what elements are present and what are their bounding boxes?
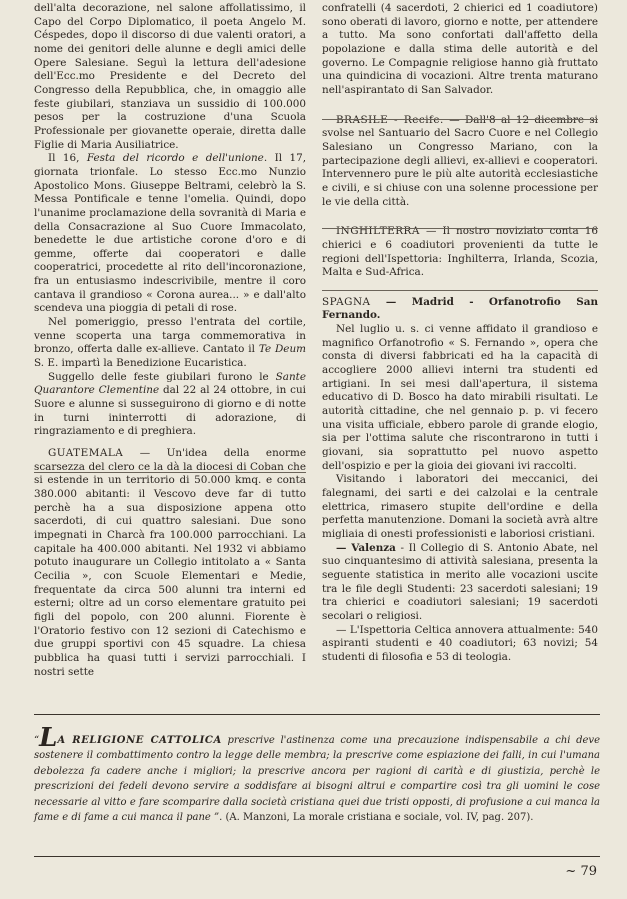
quote-heading: A RELIGIONE CATTOLICA <box>57 735 222 746</box>
heading-inghilterra: INGHILTERRA <box>336 225 420 238</box>
manzoni-quote <box>34 723 600 825</box>
section-brasile: BRASILE - Recife. — Dall'8 al 12 dicembre si svolse nel Santuario del Sacro Cuore e nel Collegio Salesiano un Congresso Mariano, con la partecipazione degli allievi, ex-allievi e cooperatori. Intervennero pure le più alte autorità ecclesiastiche e civili, e si chiuse con una solenne processione per le vie della città. <box>322 113 598 208</box>
heading-guatemala: GUATEMALA <box>48 447 124 459</box>
divider-spagna <box>322 290 598 291</box>
heading-spagna: SPAGNA <box>322 295 371 308</box>
heading-brasile: BRASILE - Recife. <box>336 113 444 126</box>
quote-attribution: (A. Manzoni, La morale cristiana e sociale, vol. IV, pag. 207). <box>225 812 534 824</box>
paragraph-laboratori: Visitando i laboratori dei meccanici, dei falegnami, dei sarti e dei calzolai e la centrale elettrica, rimasero stupite dell'ordine e della perfetta manutenzione. Domani la società avrà altre migliaia di onesti professionisti e laboriosi cristiani. <box>322 473 598 540</box>
quote-bottom-rule <box>34 856 600 857</box>
divider-left <box>34 472 306 473</box>
subheading-madrid: — Madrid - Orfanotrofio San Fernando. <box>322 295 598 322</box>
italic-festa: Festa del ricordo e dell'unione <box>86 152 264 165</box>
divider-inghilterra <box>322 228 598 229</box>
paragraph-guatemala-cont: confratelli (4 sacerdoti, 2 chierici ed 1 coadiutore) sono oberati di lavoro, giorno e notte, per attendere a tutto. Ma sono confortati dall'affetto della popolazione e dalla stima delle autorità e del governo. Le Compagnie religiose hanno già fruttato una quindicina di vocazioni. Altre trenta maturano nell'aspirantato di San Salvador. <box>322 2 598 96</box>
quote-open-mark: “ <box>34 735 40 746</box>
heading-valenza: — Valenza <box>336 541 396 554</box>
section-guatemala: GUATEMALA — Un'idea della enorme scarsezza del clero ce la dà la diocesi di Coban che si estende in un territorio di 50.000 kmq. e conta 380.000 abitanti: il Vescovo deve far di tutto perchè ha a sua disposizione appena otto sacerdoti, di cui quattro salesiani. Due sono impegnati in Charcà fra 100.000 parrocchiani. La capitale ha 400.000 abitanti. Nel 1932 vi abbiamo potuto inaugurare un Collegio intitolato a « Santa Cecilia », con Scuole Elementari e Medie, frequentate da circa 500 alunni tra interni ed esterni; oltre ad un corso elementare gratuito pei figli del popolo, con 200 alunni. Fiorente è l'Oratorio festivo con 12 sezioni di Catechismo e due gruppi sportivi con 45 squadre. La chiesa pubblica ha quasi tutti i servizi parrocchiali. I nostri sette <box>34 447 306 678</box>
left-column <box>34 2 306 679</box>
paragraph-festa-ricordo: Il 16, Festa del ricordo e dell'unione. Il 17, giornata trionfale. Lo stesso Ecc.mo Nunzio Apostolico Mons. Giuseppe Beltrami, celebrò la S. Messa Pontificale e tenne l'omelia. Quindi, dopo l'unanime proclamazione della sovranità di Maria e della Consacrazione al Suo Cuore Immacolato, benedette le due artistiche corone d'oro e di gemme, offerte dai cooperatori e dalle cooperatrici, procedette al rito dell'incoronazione, fra un entusiasmo indescrivibile, mentre il coro cantava il grandioso « Corona aurea... » e dall'alto scendeva una pioggia di petali di rose. <box>34 152 306 315</box>
paragraph-orfanotrofio: Nel luglio u. s. ci venne affidato il grandioso e magnifico Orfanotrofio « S. Fernando », opera che consta di diversi fabbricati ed ha la capacità di accogliere 2000 allievi interni tra studenti ed artigiani. In sei mesi dall'apertura, il sistema educativo di D. Bosco ha dato mirabili risultati. Le autorità cittadine, che nel gennaio p. p. vi fecero una visita ufficiale, ebbero parole di grande elogio, sia per l'ottima salute che riscontrarono in tutti i giovani, sia soprattutto pel nuovo aspetto dell'ospizio e per la gioia dei giovani ivi raccolti. <box>322 323 598 472</box>
italic-te-deum: Te Deum <box>258 343 306 356</box>
paragraph-valenza: — Valenza - Il Collegio di S. Antonio Abate, nel suo cinquantesimo di attività salesiana, presenta la seguente statistica in merito alle vocazioni uscite tra le file degli Studenti: 23 sacerdoti salesiani; 19 tra chierici e coadiutori salesiani; 19 sacerdoti secolari o religiosi. <box>322 541 598 622</box>
paragraph-celtica: — L'Ispettoria Celtica annovera attualmente: 540 aspiranti studenti e 40 coadiutori; 63 novizi; 54 studenti di filosofia e 53 di teologia. <box>322 623 598 663</box>
section-spagna <box>322 296 598 323</box>
quote-top-rule <box>34 714 600 715</box>
right-column <box>322 2 598 665</box>
section-inghilterra: INGHILTERRA — Il nostro noviziato conta 16 chierici e 6 coadiutori provenienti da tutte le regioni dell'Ispettoria: Inghilterra, Irlanda, Scozia, Malta e Sud-Africa. <box>322 225 598 279</box>
paragraph-inauguration: dell'alta decorazione, nel salone affollatissimo, il Capo del Corpo Diplomatico, il poeta Angelo M. Céspedes, dopo il discorso di due valenti oratori, a nome dei genitori delle alunne e degli amici delle Opere Salesiane. Seguì la lettura dell'adesione dell'Ecc.mo Presidente e del Decreto del Congresso della Repubblica, che, in omaggio alle feste giubilari, stanziava un sussidio di 100.000 pesos per la costruzione d'una Scuola Professionale per giovanette operaie, diretta dalle Figlie di Maria Ausiliatrice. <box>34 2 306 151</box>
quote-body: prescrive l'astinenza come una precauzione indispensabile a chi deve sostenere il combattimento contro la legge delle membra; la prescrive come espiazione dei falli, in cui l'umana debolezza fa cadere anche i migliori; la prescrive ancora per ragioni di carità e di giustizia, perchè le prescrizioni dei fedeli devono servire a soddisfare ai bisogni altrui e compartire così tra gli uomini le cose necessarie al vitto e fare scomparire dalla società cristiana quei due tristi opposti, di profusione a cui manca la fame e di fame a cui manca il pane ”. <box>34 735 600 824</box>
page-number: ~ 79 <box>565 864 597 879</box>
divider-brasile <box>322 119 598 120</box>
paragraph-quarantore: Suggello delle feste giubilari furono le Sante Quarantore Clementine dal 22 al 24 ottobre, in cui Suore e alunne si susseguirono di giorno e di notte in turni ininterrotti di adorazione, di ringraziamento e di preghiera. <box>34 370 306 438</box>
paragraph-pomeriggio: Nel pomeriggio, presso l'entrata del cortile, venne scoperta una targa commemorativa in bronzo, offerta dalle ex-allieve. Cantato il Te Deum S. E. impartì la Benedizione Eucaristica. <box>34 316 306 370</box>
italic-quarantore: Sante Quarantore Clementine <box>34 370 306 397</box>
quote-drop-letter: L <box>39 723 58 753</box>
